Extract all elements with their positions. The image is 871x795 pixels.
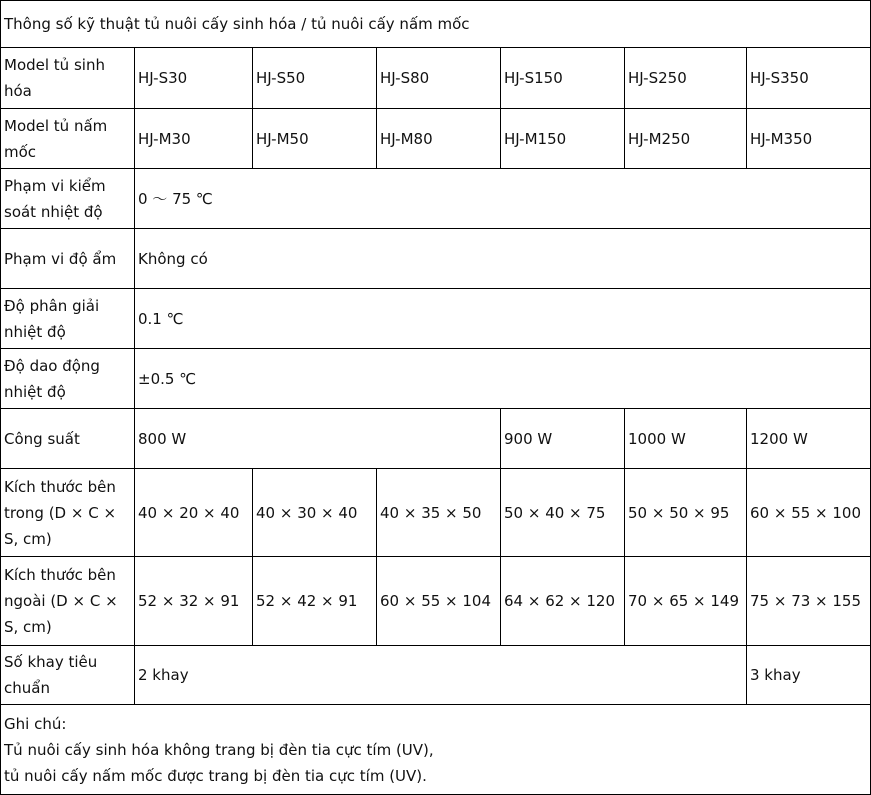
cell-inner-size: 50 × 40 × 75 bbox=[501, 469, 625, 557]
cell-model-s: HJ-S350 bbox=[747, 48, 871, 109]
cell-model-s: HJ-S80 bbox=[377, 48, 501, 109]
cell-inner-size: 50 × 50 × 95 bbox=[625, 469, 747, 557]
table-row bbox=[1, 349, 871, 409]
cell-model-m: HJ-M30 bbox=[135, 109, 253, 169]
cell-resolution: 0.1 ℃ bbox=[135, 289, 871, 349]
row-label-humidity: Phạm vi độ ẩm bbox=[1, 229, 135, 289]
cell-outer-size: 52 × 32 × 91 bbox=[135, 557, 253, 646]
note-line: Tủ nuôi cấy sinh hóa không trang bị đèn tia cực tím (UV), bbox=[4, 740, 434, 759]
cell-model-m: HJ-M150 bbox=[501, 109, 625, 169]
row-label-model-m: Model tủ nấm mốc bbox=[1, 109, 135, 169]
table-row bbox=[1, 229, 871, 289]
cell-power: 900 W bbox=[501, 409, 625, 469]
cell-inner-size: 40 × 30 × 40 bbox=[253, 469, 377, 557]
row-label-resolution: Độ phân giải nhiệt độ bbox=[1, 289, 135, 349]
cell-outer-size: 70 × 65 × 149 bbox=[625, 557, 747, 646]
cell-fluctuation: ±0.5 ℃ bbox=[135, 349, 871, 409]
cell-outer-size: 52 × 42 × 91 bbox=[253, 557, 377, 646]
cell-outer-size: 64 × 62 × 120 bbox=[501, 557, 625, 646]
table-row bbox=[1, 646, 871, 705]
cell-temp-range: 0 ～ 75 ℃ bbox=[135, 169, 871, 229]
cell-model-m: HJ-M250 bbox=[625, 109, 747, 169]
cell-inner-size: 40 × 35 × 50 bbox=[377, 469, 501, 557]
row-label-model-s: Model tủ sinh hóa bbox=[1, 48, 135, 109]
row-label-inner-size: Kích thước bên trong (D × C × S, cm) bbox=[1, 469, 135, 557]
cell-trays: 3 khay bbox=[747, 646, 871, 705]
cell-model-m: HJ-M50 bbox=[253, 109, 377, 169]
table-row bbox=[1, 109, 871, 169]
cell-model-m: HJ-M350 bbox=[747, 109, 871, 169]
cell-model-s: HJ-S150 bbox=[501, 48, 625, 109]
row-label-power: Công suất bbox=[1, 409, 135, 469]
table-row bbox=[1, 557, 871, 646]
title-row bbox=[1, 1, 871, 48]
cell-trays: 2 khay bbox=[135, 646, 747, 705]
note-row bbox=[1, 705, 871, 795]
table-row bbox=[1, 169, 871, 229]
cell-humidity: Không có bbox=[135, 229, 871, 289]
cell-outer-size: 75 × 73 × 155 bbox=[747, 557, 871, 646]
row-label-trays: Số khay tiêu chuẩn bbox=[1, 646, 135, 705]
table-row bbox=[1, 48, 871, 109]
table-row bbox=[1, 409, 871, 469]
cell-inner-size: 60 × 55 × 100 bbox=[747, 469, 871, 557]
cell-power: 1000 W bbox=[625, 409, 747, 469]
note-line: tủ nuôi cấy nấm mốc được trang bị đèn tia cực tím (UV). bbox=[4, 766, 427, 785]
cell-model-s: HJ-S50 bbox=[253, 48, 377, 109]
row-label-fluctuation: Độ dao động nhiệt độ bbox=[1, 349, 135, 409]
row-label-temp-range: Phạm vi kiểm soát nhiệt độ bbox=[1, 169, 135, 229]
note-heading: Ghi chú: bbox=[4, 714, 67, 733]
table-row bbox=[1, 289, 871, 349]
cell-power: 1200 W bbox=[747, 409, 871, 469]
cell-model-s: HJ-S250 bbox=[625, 48, 747, 109]
cell-model-s: HJ-S30 bbox=[135, 48, 253, 109]
cell-inner-size: 40 × 20 × 40 bbox=[135, 469, 253, 557]
table-row bbox=[1, 469, 871, 557]
cell-power: 800 W bbox=[135, 409, 501, 469]
cell-outer-size: 60 × 55 × 104 bbox=[377, 557, 501, 646]
note-cell bbox=[1, 705, 871, 795]
table-title: Thông số kỹ thuật tủ nuôi cấy sinh hóa / tủ nuôi cấy nấm mốc bbox=[1, 1, 871, 48]
cell-model-m: HJ-M80 bbox=[377, 109, 501, 169]
row-label-outer-size: Kích thước bên ngoài (D × C × S, cm) bbox=[1, 557, 135, 646]
